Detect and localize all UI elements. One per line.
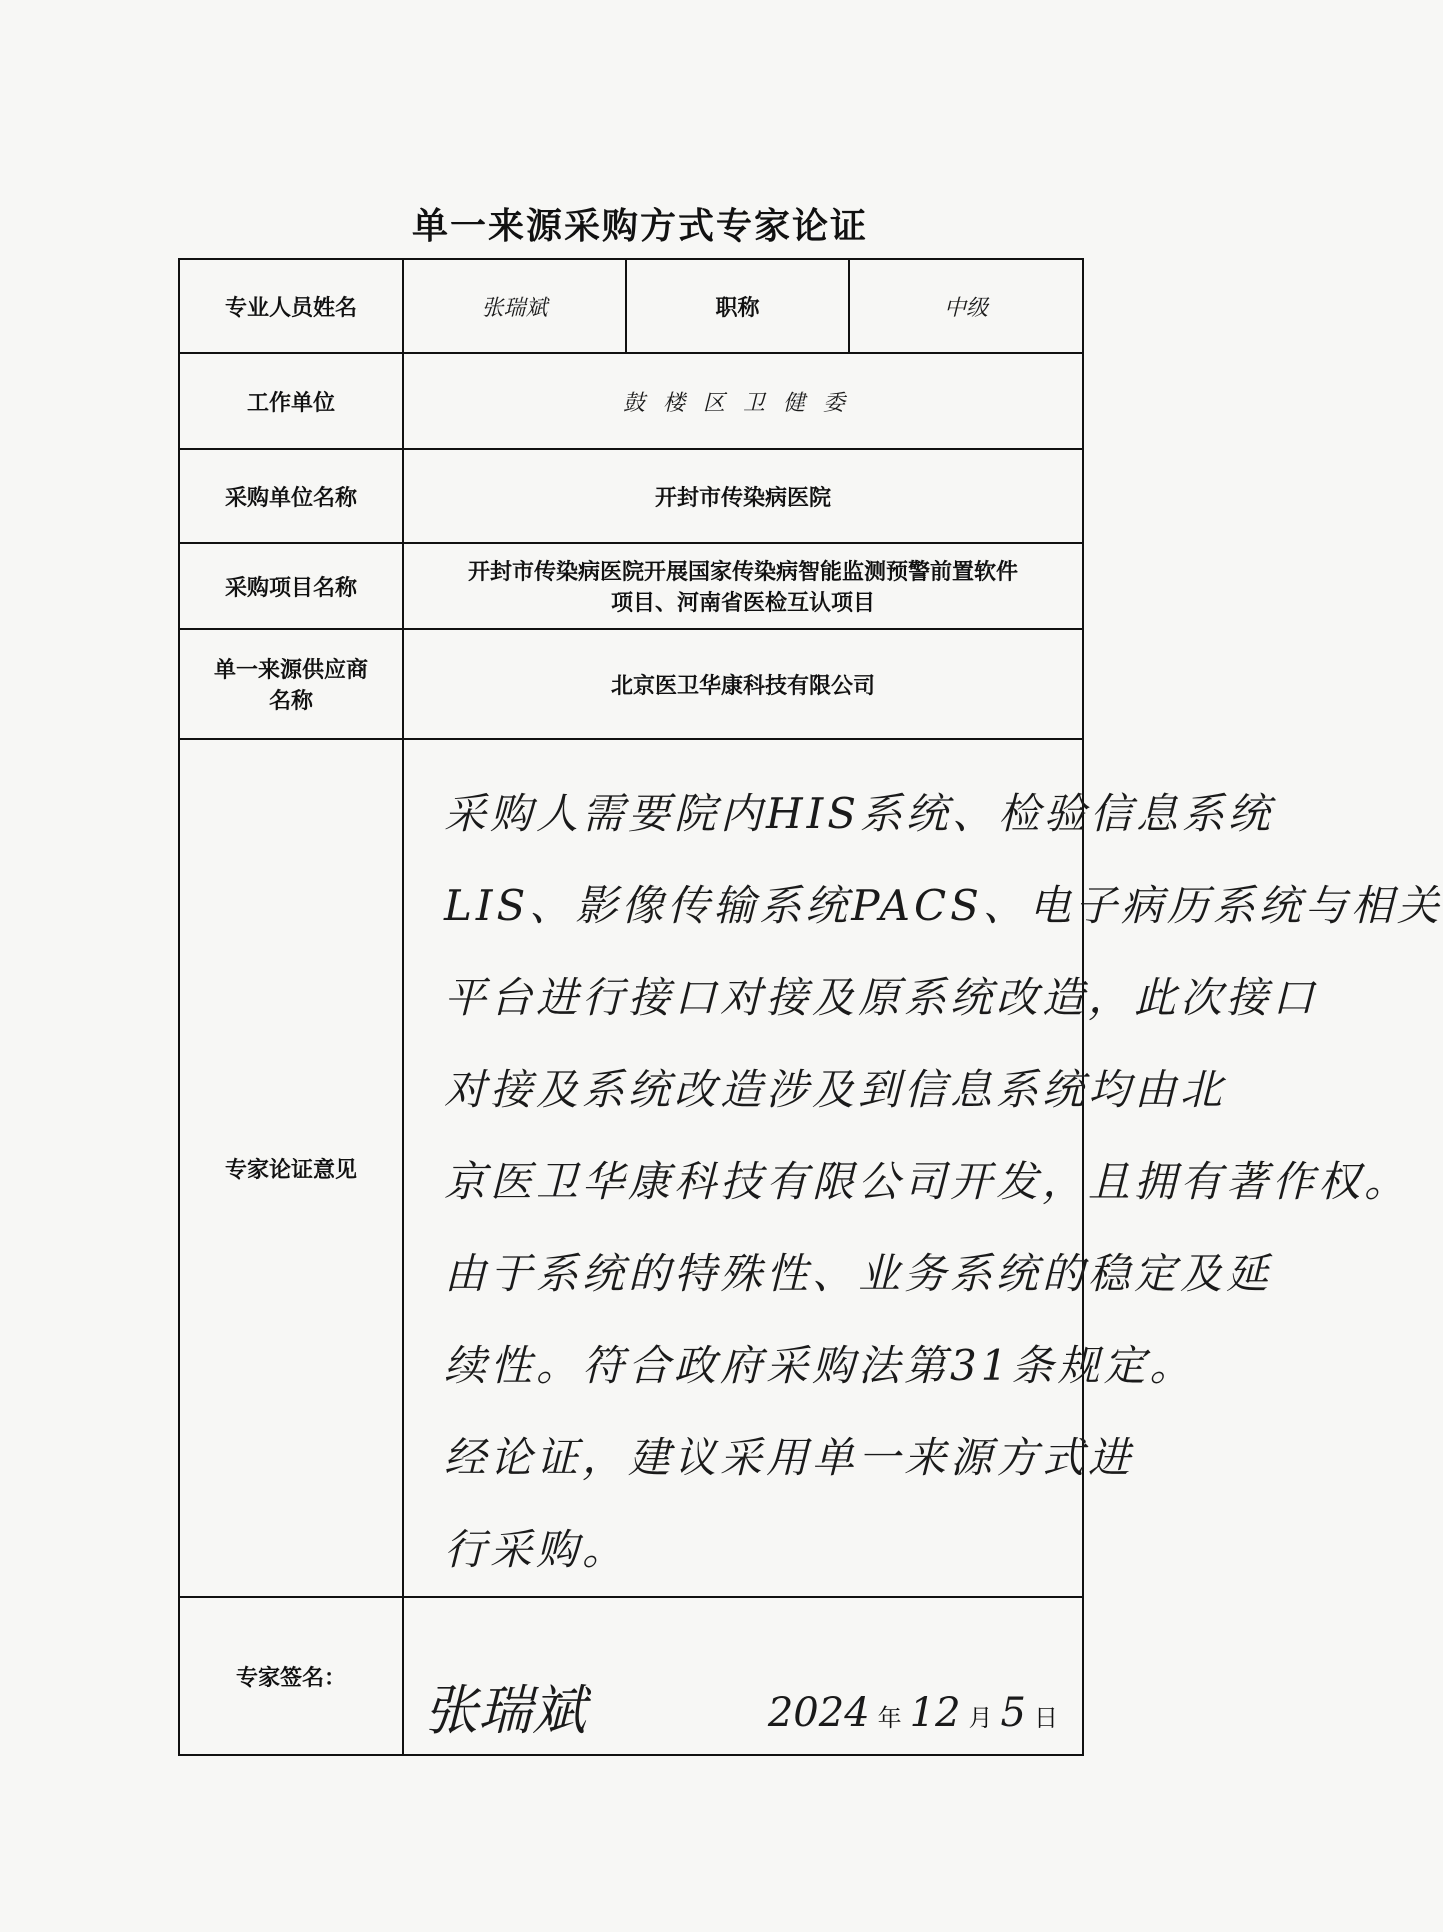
row-opinion bbox=[179, 739, 1083, 1597]
date-month-unit: 月 bbox=[968, 1704, 993, 1732]
opinion-line: LIS、影像传输系统PACS、电子病历系统与相关 bbox=[444, 881, 1443, 930]
date-year: 2024 bbox=[767, 1690, 870, 1736]
row-project bbox=[179, 543, 1083, 629]
opinion-text bbox=[403, 739, 1443, 1597]
row-name bbox=[179, 259, 1083, 353]
form-title: 单一来源采购方式专家论证 bbox=[411, 206, 868, 247]
date-day-unit: 日 bbox=[1034, 1704, 1058, 1732]
title-label: 职称 bbox=[626, 259, 849, 353]
row-signature bbox=[179, 1597, 1083, 1755]
project-value bbox=[403, 543, 1083, 629]
supplier-label bbox=[179, 629, 403, 739]
title-value: 中级 bbox=[849, 259, 1083, 353]
purchaser-label: 采购单位名称 bbox=[179, 449, 403, 543]
supplier-label-line1: 单一来源供应商 bbox=[213, 658, 368, 683]
project-value-line1: 开封市传染病医院开展国家传染病智能监测预警前置软件 bbox=[467, 560, 1018, 585]
supplier-label-line2: 名称 bbox=[268, 689, 313, 714]
opinion-line: 采购人需要院内HIS系统、检验信息系统 bbox=[444, 789, 1274, 838]
date-month: 12 bbox=[909, 1690, 961, 1736]
opinion-line: 京医卫华康科技有限公司开发，且拥有著作权。 bbox=[444, 1157, 1411, 1206]
opinion-line: 续性。符合政府采购法第31条规定。 bbox=[444, 1341, 1196, 1390]
sign-label: 专家签名： bbox=[179, 1597, 403, 1755]
supplier-value: 北京医卫华康科技有限公司 bbox=[403, 629, 1083, 739]
date-day: 5 bbox=[1000, 1690, 1026, 1736]
opinion-line: 平台进行接口对接及原系统改造，此次接口 bbox=[444, 973, 1319, 1022]
opinion-label: 专家论证意见 bbox=[179, 739, 403, 1597]
date-year-unit: 年 bbox=[877, 1704, 902, 1732]
signature-area bbox=[403, 1597, 1083, 1755]
opinion-line: 对接及系统改造涉及到信息系统均由北 bbox=[444, 1065, 1227, 1114]
opinion-line: 由于系统的特殊性、业务系统的稳定及延 bbox=[444, 1249, 1273, 1298]
project-label: 采购项目名称 bbox=[179, 543, 403, 629]
unit-label: 工作单位 bbox=[179, 353, 403, 449]
purchaser-value: 开封市传染病医院 bbox=[403, 449, 1083, 543]
row-purchaser bbox=[179, 449, 1083, 543]
name-label: 专业人员姓名 bbox=[179, 259, 403, 353]
project-value-line2: 项目、河南省医检互认项目 bbox=[610, 591, 875, 616]
row-unit bbox=[179, 353, 1083, 449]
signature: 张瑞斌 bbox=[424, 1679, 586, 1742]
row-supplier bbox=[179, 629, 1083, 739]
opinion-line: 经论证，建议采用单一来源方式进 bbox=[444, 1433, 1135, 1482]
sign-date bbox=[768, 1690, 1058, 1736]
name-value: 张瑞斌 bbox=[403, 259, 626, 353]
opinion-line: 行采购。 bbox=[444, 1525, 629, 1574]
expert-form-table bbox=[178, 258, 1443, 1756]
unit-value: 鼓楼区卫健委 bbox=[403, 353, 1083, 449]
